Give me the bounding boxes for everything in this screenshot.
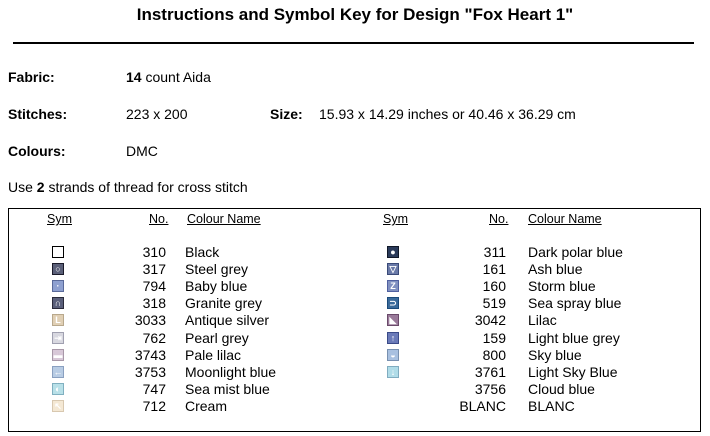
right-colour-name: Sky blue xyxy=(528,347,582,363)
left-colour-name: Pearl grey xyxy=(185,330,249,346)
right-colour-name: Light Sky Blue xyxy=(528,364,618,380)
left-symbol-swatch: ⇥ xyxy=(52,332,64,344)
colours-label: Colours: xyxy=(8,143,66,159)
left-sym-header: Sym xyxy=(47,212,72,226)
left-dmc-number: 3033 xyxy=(134,312,166,328)
page-title: Instructions and Symbol Key for Design "Fox Heart 1" xyxy=(136,5,574,24)
left-symbol-swatch: ◐ xyxy=(52,383,64,395)
right-dmc-number: 311 xyxy=(483,244,506,260)
left-colour-name: Baby blue xyxy=(185,278,248,294)
right-symbol-swatch xyxy=(387,400,399,412)
left-colour-name: Black xyxy=(185,244,220,260)
right-colour-name: Lilac xyxy=(528,312,557,328)
left-colour-name: Pale lilac xyxy=(185,347,242,363)
right-colour-name: Sea spray blue xyxy=(528,295,622,311)
left-colour-name: Granite grey xyxy=(185,295,263,311)
fabric-count: 14 xyxy=(126,69,142,85)
right-colour-name: Light blue grey xyxy=(528,330,620,346)
left-symbol-swatch: ▬ xyxy=(53,349,63,360)
left-name-header: Colour Name xyxy=(187,212,261,226)
right-dmc-number: 160 xyxy=(482,278,506,294)
left-colour-name: Steel grey xyxy=(185,261,249,277)
strands-note xyxy=(8,179,248,195)
left-colour-name: Antique silver xyxy=(185,312,270,328)
stitches-label: Stitches: xyxy=(8,106,68,122)
right-symbol-swatch: ◒ xyxy=(387,349,399,361)
left-dmc-number: 318 xyxy=(142,295,166,311)
note-pre: Use xyxy=(8,179,33,195)
right-symbol-swatch: ⊃ xyxy=(387,297,399,309)
right-colour-name: Dark polar blue xyxy=(528,244,623,260)
right-colour-name: BLANC xyxy=(528,398,575,414)
right-symbol-swatch: ● xyxy=(387,246,399,258)
right-dmc-number: BLANC xyxy=(459,398,506,414)
right-dmc-number: 3042 xyxy=(474,312,506,328)
left-symbol-swatch: ← xyxy=(53,366,63,377)
left-dmc-number: 747 xyxy=(142,381,166,397)
right-colour-name: Cloud blue xyxy=(528,381,595,397)
left-symbol-swatch: ↖ xyxy=(52,400,64,412)
left-dmc-number: 762 xyxy=(142,330,166,346)
note-post: strands of thread for cross stitch xyxy=(48,179,248,195)
right-symbol-swatch: ◣ xyxy=(387,314,399,326)
strand-count: 2 xyxy=(36,179,45,195)
right-symbol-swatch: ↑ xyxy=(387,332,399,344)
left-dmc-number: 712 xyxy=(142,398,166,414)
right-colour-name: Ash blue xyxy=(528,261,583,277)
right-sym-header: Sym xyxy=(383,212,408,226)
fabric-value xyxy=(126,69,211,85)
left-dmc-number: 3753 xyxy=(134,364,166,380)
stitches-value: 223 x 200 xyxy=(126,106,188,122)
right-symbol-swatch: ↵ xyxy=(387,383,399,395)
left-no-header: No. xyxy=(149,212,169,226)
left-dmc-number: 794 xyxy=(142,278,166,294)
fabric-label: Fabric: xyxy=(8,69,55,85)
title-divider xyxy=(13,42,694,44)
left-colour-name: Sea mist blue xyxy=(185,381,270,397)
left-colour-name: Cream xyxy=(185,398,228,414)
left-symbol-swatch: ○ xyxy=(52,263,64,275)
right-name-header: Colour Name xyxy=(528,212,602,226)
left-symbol-swatch xyxy=(52,246,64,258)
left-dmc-number: 317 xyxy=(142,261,166,277)
right-dmc-number: 800 xyxy=(482,347,506,363)
fabric-type: count Aida xyxy=(145,69,211,85)
right-symbol-swatch: ▽ xyxy=(387,263,399,275)
right-dmc-number: 3756 xyxy=(474,381,506,397)
size-value: 15.93 x 14.29 inches or 40.46 x 36.29 cm xyxy=(319,106,576,122)
left-dmc-number: 3743 xyxy=(134,347,166,363)
right-dmc-number: 519 xyxy=(482,295,506,311)
left-dmc-number: 310 xyxy=(142,244,166,260)
size-label: Size: xyxy=(270,106,303,122)
right-dmc-number: 3761 xyxy=(474,364,506,380)
left-colour-name: Moonlight blue xyxy=(185,364,277,380)
right-dmc-number: 161 xyxy=(482,261,506,277)
left-symbol-swatch: · xyxy=(52,280,64,292)
left-symbol-swatch: L xyxy=(52,314,64,326)
colours-value: DMC xyxy=(126,143,158,159)
right-dmc-number: 159 xyxy=(482,330,506,346)
right-colour-name: Storm blue xyxy=(528,278,596,294)
right-no-header: No. xyxy=(489,212,509,226)
right-symbol-swatch: ↓ xyxy=(387,366,399,378)
left-symbol-swatch: ∩ xyxy=(52,297,64,309)
right-symbol-swatch: Z xyxy=(387,280,399,292)
